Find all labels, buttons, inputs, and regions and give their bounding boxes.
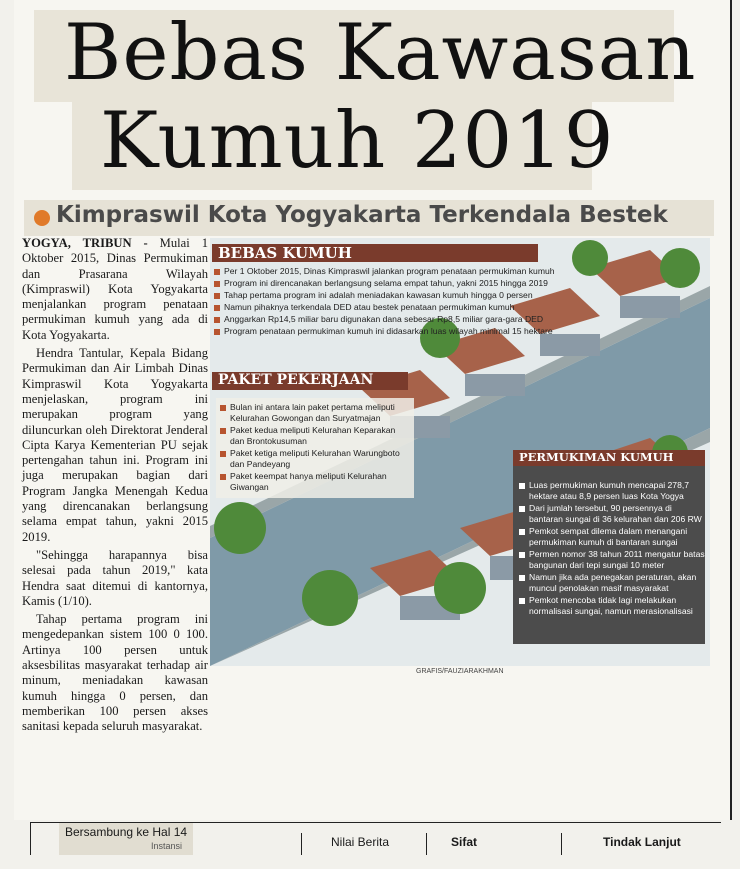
list-item: Namun jika ada penegakan peraturan, akan muncul penolakan masif masyarakat xyxy=(519,572,705,594)
list-item: Luas permukiman kumuh mencapai 278,7 hektare atau 8,9 persen luas Kota Yogya xyxy=(519,480,705,502)
list-item: Program penataan permukiman kumuh ini didasarkan luas wilayah minimal 15 hektare xyxy=(214,326,584,337)
instansi-label: Instansi xyxy=(151,841,183,851)
list-item: Paket kedua meliputi Kelurahan Keparakan dan Brontokusuman xyxy=(220,425,410,447)
tindak-lanjut-label: Tindak Lanjut xyxy=(603,835,681,849)
footer-divider xyxy=(561,833,562,855)
permukiman-kumuh-box xyxy=(513,450,705,644)
subheadline-bar xyxy=(24,200,714,236)
article-column xyxy=(22,236,208,738)
article-paragraph-1 xyxy=(22,236,208,343)
article-paragraph-2: Hendra Tantular, Kepala Bidang Permukiman dan Air Limbah Dinas Kimpraswil Kota Yogyakarta menjelaskan, program ini merupakan program yang diluncurkan oleh Direktorat Jenderal Cipta Karya Kementerian PU sejak pertengahan tahun ini. Program ini juga merupakan bagian dari Program Jangka Menengah Kedua yang direncanakan berlangsung selama empat tahun, yakni 2015 2019. xyxy=(22,346,208,544)
list-item: Anggarkan Rp14,5 miliar baru digunakan dana sebesar Rp8,5 miliar gara-gara DED xyxy=(214,314,584,325)
nilai-berita-label: Nilai Berita xyxy=(331,835,390,849)
bebas-kumuh-list xyxy=(214,266,584,338)
graphic-credit: GRAFIS/FAUZIARAKHMAN xyxy=(416,668,504,675)
clipping-footer xyxy=(30,822,721,855)
list-item: Program ini direncanakan berlangsung selama empat tahun, yakni 2015 hingga 2019 xyxy=(214,278,584,289)
article-text-1: Mulai 1 Oktober 2015, Dinas Permukiman dan Prasarana Wilayah (Kimpraswil) Kota Yogyakarta menjalankan program penataan permukiman kumuh yang ada di Kota Yogyakarta. xyxy=(22,236,208,342)
bebas-kumuh-title: BEBAS KUMUH xyxy=(212,244,538,262)
permukiman-kumuh-list xyxy=(519,480,705,618)
list-item: Pemkot mencoba tidak lagi melakukan normalisasi sungai, namun merasionalisasi xyxy=(519,595,705,617)
list-item: Dari jumlah tersebut, 90 persennya di bantaran sungai di 36 kelurahan dan 206 RW xyxy=(519,503,705,525)
paket-pekerjaan-list xyxy=(216,398,414,498)
footer-divider xyxy=(301,833,302,855)
list-item: Pemkot sempat dilema dalam menangani permukiman kumuh di bantaran sungai xyxy=(519,526,705,548)
list-item: Namun pihaknya terkendala DED atau bestek penataan permukiman kumuh xyxy=(214,302,584,313)
paket-pekerjaan-title: PAKET PEKERJAAN xyxy=(212,372,408,390)
infographic xyxy=(210,238,710,666)
headline-line-2: Kumuh 2019 xyxy=(100,96,615,186)
list-item: Bulan ini antara lain paket pertama meliputi Kelurahan Gowongan dan Suryatmajan xyxy=(220,402,410,424)
list-item: Paket keempat hanya meliputi Kelurahan Giwangan xyxy=(220,471,410,493)
list-item: Tahap pertama program ini adalah meniadakan kawasan kumuh hingga 0 persen xyxy=(214,290,584,301)
footer-divider xyxy=(426,833,427,855)
headline-clip-1 xyxy=(34,8,697,102)
list-item: Per 1 Oktober 2015, Dinas Kimpraswil jalankan program penataan permukiman kumuh xyxy=(214,266,584,277)
permukiman-kumuh-title: PERMUKIMAN KUMUH xyxy=(513,450,705,466)
sifat-label: Sifat xyxy=(451,835,478,849)
article-paragraph-3: "Sehingga harapannya bisa selesai pada tahun 2019," kata Hendra saat ditemui di kantornya, Kamis (1/10). xyxy=(22,547,208,608)
article-paragraph-4: Tahap pertama program ini mengedepankan sistem 100 0 100. Artinya 100 persen untuk aksesbilitas masyarakat terhadap air minum, meniadakan kawasan kumuh hingga 0 persen, dan memberikan 100 persen akses sanitasi kepada seluruh masyarakat. xyxy=(22,612,208,734)
headline-line-1: Bebas Kawasan xyxy=(64,8,697,98)
dateline: YOGYA, TRIBUN - xyxy=(22,236,148,250)
headline-clip-2 xyxy=(72,96,615,190)
list-item: Permen nomor 38 tahun 2011 mengatur batas bangunan dari tepi sungai 10 meter xyxy=(519,549,705,571)
bullet-dot-icon xyxy=(34,210,50,226)
continued-note: Bersambung ke Hal 14 xyxy=(59,823,193,855)
list-item: Paket ketiga meliputi Kelurahan Warungboto dan Pandeyang xyxy=(220,448,410,470)
subheadline: Kimpraswil Kota Yogyakarta Terkendala Bestek xyxy=(56,202,668,228)
